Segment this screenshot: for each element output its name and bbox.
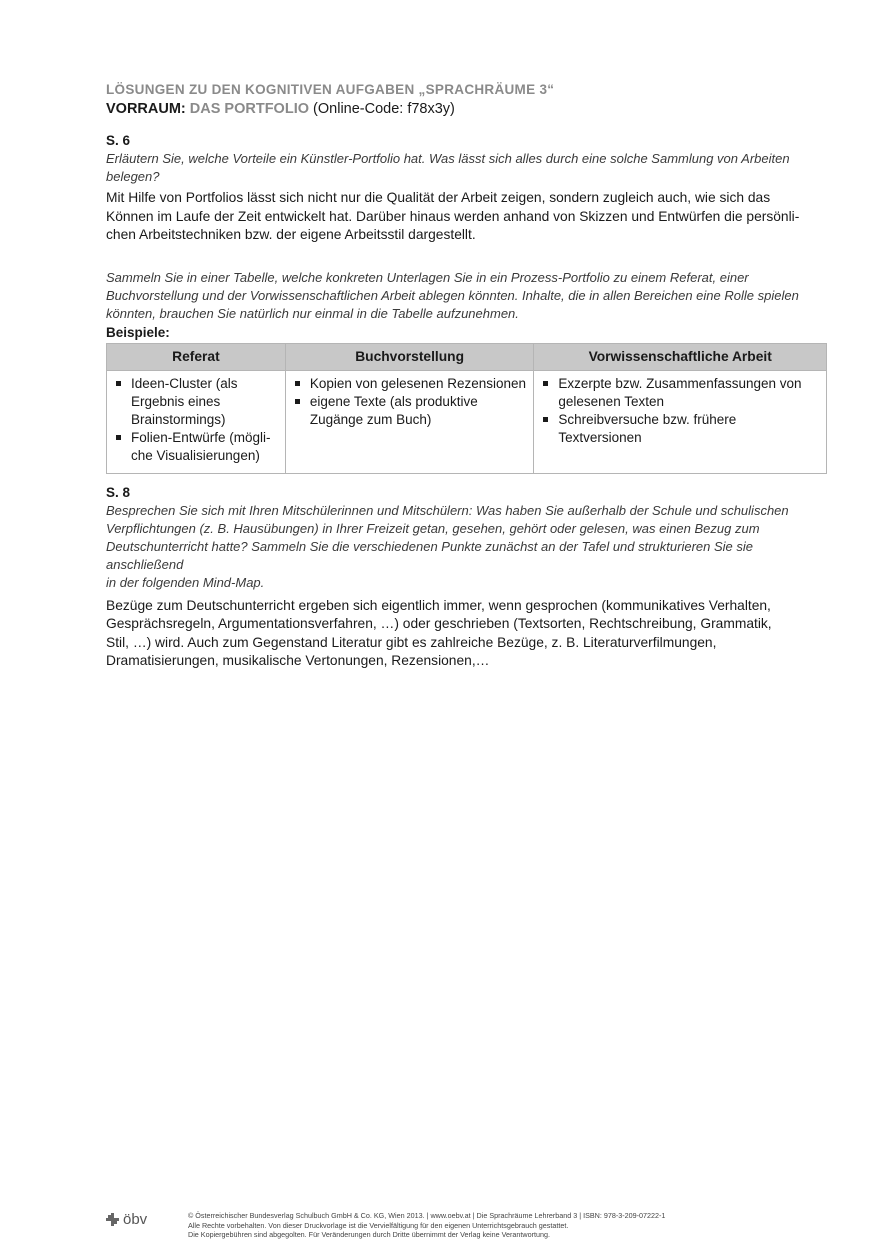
task-line: Besprechen Sie sich mit Ihren Mitschülerinnen und Mitschülern: Was haben Sie außerhalb der Schule und schulischen bbox=[106, 502, 789, 518]
portfolio-table bbox=[106, 343, 827, 474]
document-subtitle bbox=[106, 99, 828, 119]
answer-line: Mit Hilfe von Portfolios lässt sich nicht nur die Qualität der Arbeit zeigen, sondern zugleich auch, wie sich das bbox=[106, 190, 771, 205]
answer-s6-1 bbox=[106, 189, 828, 245]
table-header-vwa: Vorwissenschaftliche Arbeit bbox=[534, 343, 827, 370]
examples-label: Beispiele: bbox=[106, 324, 170, 340]
list-item-line: che Visualisierungen) bbox=[131, 447, 260, 463]
task-s8 bbox=[106, 502, 828, 592]
online-code: (Online-Code: f78x3y) bbox=[313, 101, 455, 117]
list-item-line: Textversionen bbox=[558, 429, 642, 445]
list-item bbox=[113, 375, 279, 429]
table-header-referat: Referat bbox=[107, 343, 286, 370]
task-line: in der folgenden Mind-Map. bbox=[106, 574, 265, 590]
copyright-line: © Österreichischer Bundesverlag Schulbuch GmbH & Co. KG, Wien 2013. | www.oebv.at | Die Sprachräume Lehrerband 3 | ISBN: 978-3-209-07222-1 bbox=[188, 1211, 666, 1220]
document-title: LÖSUNGEN ZU DEN KOGNITIVEN AUFGABEN „SPRACHRÄUME 3“ bbox=[106, 82, 555, 97]
answer-line: chen Arbeitstechniken bzw. der eigene Arbeitsstil dargestellt. bbox=[106, 227, 476, 242]
list-item-line: eigene Texte (als produktive bbox=[309, 393, 478, 409]
bullet-list bbox=[113, 375, 279, 465]
logo-text: öbv bbox=[123, 1211, 148, 1228]
answer-s8 bbox=[106, 597, 828, 671]
list-item-line: Schreibversuche bzw. frühere bbox=[558, 411, 737, 427]
table-cell-buchvorstellung bbox=[285, 370, 534, 473]
bullet-list bbox=[292, 375, 528, 429]
answer-line: Können im Laufe der Zeit entwickelt hat. Darüber hinaus werden anhand von Skizzen und Entwürfen die persönli- bbox=[106, 208, 800, 224]
task-s6-1: Erläutern Sie, welche Vorteile ein Künstler-Portfolio hat. Was lässt sich alles durch eine solche Sammlung von Arbeiten belegen? bbox=[106, 151, 790, 184]
list-item bbox=[292, 393, 528, 429]
task-line: Sammeln Sie in einer Tabelle, welche konkreten Unterlagen Sie in ein Prozess-Portfolio zu einem Referat, einer bbox=[106, 269, 749, 285]
portfolio-label: DAS PORTFOLIO bbox=[189, 101, 310, 117]
list-item-line: gelesenen Texten bbox=[558, 393, 664, 409]
list-item-line: Ideen-Cluster (als bbox=[131, 375, 238, 391]
list-item-line: Exzerpte bzw. Zusammenfassungen von bbox=[558, 375, 802, 391]
list-item bbox=[113, 429, 279, 465]
copyright-line: Alle Rechte vorbehalten. Von dieser Druckvorlage ist die Vervielfältigung für den eigenen Unterrichtsgebrauch gestattet. bbox=[188, 1220, 569, 1230]
list-item bbox=[292, 375, 528, 393]
list-item bbox=[540, 375, 820, 411]
answer-line: Dramatisierungen, musikalische Vertonungen, Rezensionen,… bbox=[106, 653, 490, 668]
table-cell-vwa bbox=[534, 370, 827, 473]
list-item-line: Kopien von gelesenen Rezensionen bbox=[309, 375, 527, 391]
task-s6-2 bbox=[106, 269, 828, 323]
task-line: Deutschunterricht hatte? Sammeln Sie die verschiedenen Punkte zunächst an der Tafel und strukturieren Sie sie anschließend bbox=[106, 538, 753, 572]
section-title-s6: S. 6 bbox=[106, 133, 131, 148]
vorraum-label: VORRAUM: bbox=[106, 101, 186, 117]
list-item-line: Brainstormings) bbox=[131, 411, 226, 427]
answer-line: Bezüge zum Deutschunterricht ergeben sich eigentlich immer, wenn gesprochen (kommunikatives Verhalten, bbox=[106, 597, 771, 613]
list-item-line: Zugänge zum Buch) bbox=[309, 411, 432, 427]
task-line: Verpflichtungen (z. B. Hausübungen) in Ihrer Freizeit getan, gesehen, gehört oder gelesen, was einen Bezug zum bbox=[106, 520, 760, 536]
copyright-text bbox=[188, 1211, 828, 1240]
table-header-row bbox=[107, 343, 827, 370]
list-item-line: Ergebnis eines bbox=[131, 393, 221, 409]
answer-line: Gesprächsregeln, Argumentationsverfahren, …) oder geschrieben (Textsorten, Rechtschreibung, Grammatik, bbox=[106, 616, 772, 631]
task-line: könnten, brauchen Sie natürlich nur einmal in die Tabelle aufzunehmen. bbox=[106, 305, 519, 321]
table-cell-referat bbox=[107, 370, 286, 473]
table-row bbox=[107, 370, 827, 473]
publisher-logo bbox=[106, 1211, 147, 1228]
task-line: Buchvorstellung und der Vorwissenschaftlichen Arbeit ablegen könnten. Inhalte, die in allen Bereichen eine Rolle spielen bbox=[106, 287, 799, 303]
bullet-list bbox=[540, 375, 820, 447]
list-item-line: Folien-Entwürfe (mögli- bbox=[131, 429, 271, 445]
copyright-line: Die Kopiergebühren sind abgegolten. Für Veränderungen durch Dritte übernimmt der Verlag keine Verantwortung. bbox=[188, 1230, 550, 1239]
oebv-logo-icon bbox=[106, 1213, 119, 1226]
section-title-s8: S. 8 bbox=[106, 484, 131, 500]
answer-line: Stil, …) wird. Auch zum Gegenstand Literatur gibt es zahlreiche Bezüge, z. B. Literaturverfilmungen, bbox=[106, 634, 717, 650]
table-header-buchvorstellung: Buchvorstellung bbox=[285, 343, 534, 370]
list-item bbox=[540, 411, 820, 447]
document-page bbox=[106, 81, 828, 671]
